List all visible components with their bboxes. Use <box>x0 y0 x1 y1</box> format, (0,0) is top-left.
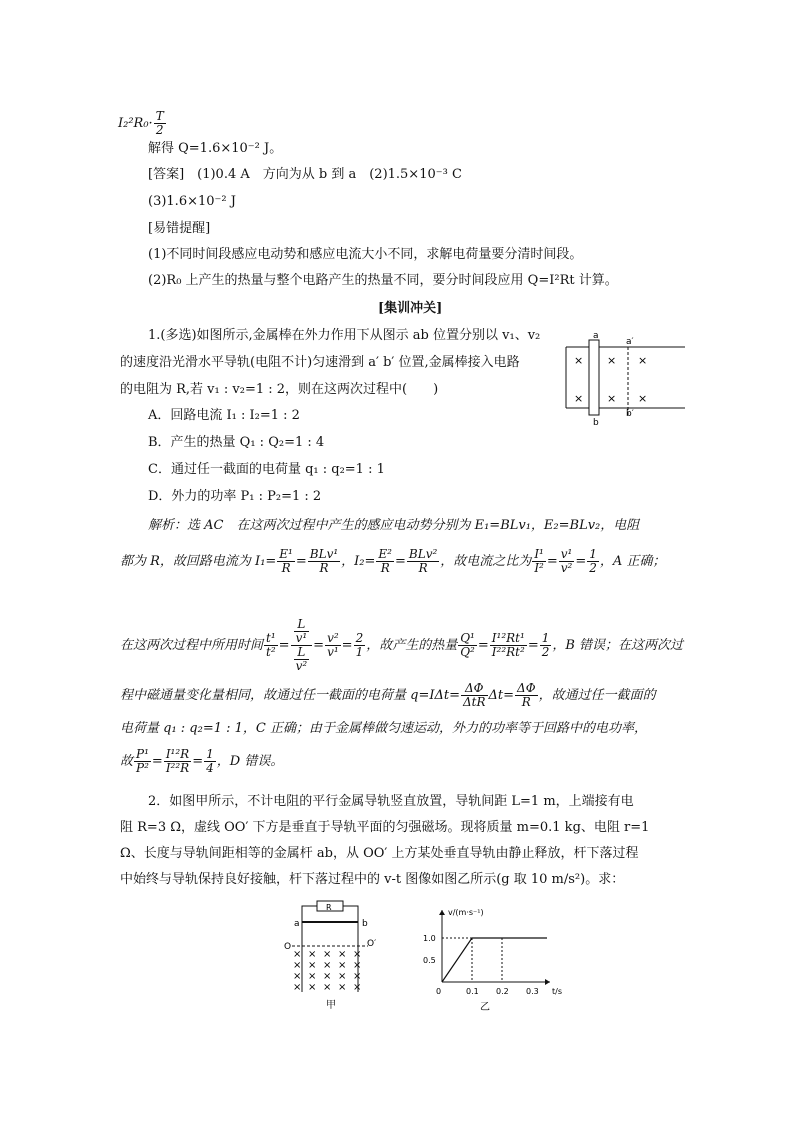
field-cross: × <box>338 982 347 993</box>
q1-option-b: B．产生的热量 Q₁ : Q₂=1 : 4 <box>148 435 325 450</box>
sol1-line-1: 解析：选 AC 在这两次过程中产生的感应电动势分别为 E₁=BLv₁，E₂=BLv₂，电阻 <box>148 518 640 533</box>
field-cross: × <box>353 971 362 982</box>
field-cross: × <box>607 354 617 367</box>
sol1-line-6: 故 $\frac{\text{P¹}}{\text{P²}}$ = $\frac{\text{I¹²R}}{\text{I²²R}}$ = $\frac{1}{4}$ ，D 错误。 <box>120 747 284 775</box>
q2-line-4: 中始终与导轨保持良好接触，杆下落过程中的 v-t 图像如图乙所示(g 取 10 m/s²)。求： <box>120 872 625 887</box>
field-crosses <box>293 949 361 993</box>
series-line <box>442 938 547 982</box>
field-cross: × <box>293 949 302 960</box>
label-O: O <box>284 942 292 952</box>
q1-option-a: A．回路电流 I₁ : I₂=1 : 2 <box>148 408 300 423</box>
x-tick-label: 0.1 <box>466 987 479 996</box>
label-a: a <box>294 919 300 929</box>
field-cross: × <box>607 392 617 405</box>
top-formula <box>118 110 167 137</box>
field-cross: × <box>293 960 302 971</box>
x-axis-label: t/s <box>552 987 562 996</box>
q1-option-d: D．外力的功率 P₁ : P₂=1 : 2 <box>148 489 322 504</box>
x-tick-label: 0.3 <box>526 987 539 996</box>
section-title: [集训冲关] <box>378 301 443 316</box>
sol1-line-5: 电荷量 q₁ : q₂=1 : 1，C 正确；由于金属棒做匀速运动，外力的功率等于回路中的电功率， <box>120 721 648 736</box>
field-cross: × <box>353 960 362 971</box>
label-b: b <box>593 418 599 428</box>
field-cross: × <box>308 982 317 993</box>
solve-line: 解得 Q=1.6×10⁻² J。 <box>148 141 283 156</box>
q1-line-1: 1.(多选)如图所示,金属棒在外力作用下从图示 ab 位置分别以 v₁、v₂ <box>148 328 541 343</box>
q1-line-3: 的电阻为 R,若 v₁ : v₂=1 : 2，则在这两次过程中( ) <box>120 382 439 397</box>
field-cross: × <box>338 971 347 982</box>
field-cross: × <box>308 960 317 971</box>
field-cross: × <box>323 971 332 982</box>
field-cross: × <box>353 949 362 960</box>
label-a-prime: a′ <box>626 337 634 347</box>
formula-lhs: I₂²R₀· <box>118 116 153 131</box>
field-cross: × <box>353 982 362 993</box>
field-cross: × <box>323 949 332 960</box>
x-tick-label: 0 <box>436 987 442 996</box>
fig-jia <box>280 896 380 1014</box>
field-cross: × <box>638 354 648 367</box>
field-cross: × <box>638 392 648 405</box>
x-tick-label: 0.2 <box>496 987 509 996</box>
field-cross: × <box>574 392 584 405</box>
field-cross: × <box>338 960 347 971</box>
field-cross: × <box>574 354 584 367</box>
sol1-line-2: 都为 R，故回路电流为 I₁= $\frac{\text{E¹}}{R}$ = $\frac{\text{BLv¹}}{R}$ ，I₂= $\frac{\text{E²}}{R}$ = $\frac{\text{BLv²}}{R}$ ，故电流之比为 $\frac{\text{I¹}}{\text{I²}}$ = $\frac{\text{v¹}}{\text{v²}}$ = $\frac{1}{2}$ ，A 正确； <box>120 547 666 575</box>
label-b-prime: b′ <box>626 409 634 419</box>
y-axis-arrow <box>439 910 445 915</box>
metal-rod <box>589 340 599 415</box>
fig-yi-vt-chart <box>420 904 570 1014</box>
field-cross: × <box>308 971 317 982</box>
field-cross: × <box>308 949 317 960</box>
caption-yi: 乙 <box>480 1002 490 1013</box>
field-cross: × <box>293 982 302 993</box>
q2-line-1: 2．如图甲所示，不计电阻的平行金属导轨竖直放置，导轨间距 L=1 m，上端接有电 <box>148 794 634 809</box>
caption-jia: 甲 <box>326 1000 336 1011</box>
label-O-prime: O′ <box>367 939 377 949</box>
label-R: R <box>326 903 332 912</box>
q1-line-2: 的速度沿光滑水平导轨(电阻不计)匀速滑到 a′ b′ 位置,金属棒接入电路 <box>120 355 520 370</box>
sol1-line-4: 程中磁通量变化量相同，故通过任一截面的电荷量 q=IΔt= $\frac{\Delta\Phi}{\text{ΔtR}}$ Δt= $\frac{\Delta\Phi}{R}$ ，故通过任一截面的 <box>120 681 656 709</box>
y-tick-label: 1.0 <box>423 934 436 943</box>
fraction: $\frac{T}{2}$ <box>155 109 164 137</box>
field-cross: × <box>323 960 332 971</box>
tip-1: (1)不同时间段感应电动势和感应电流大小不同，求解电荷量要分清时间段。 <box>148 247 583 262</box>
label-a: a <box>593 331 599 341</box>
q1-figure <box>560 330 690 430</box>
field-cross: × <box>323 982 332 993</box>
q1-option-c: C．通过任一截面的电荷量 q₁ : q₂=1 : 1 <box>148 462 385 477</box>
label-b: b <box>362 919 368 929</box>
y-axis-label: v/(m·s⁻¹) <box>448 908 484 917</box>
tip-2: (2)R₀ 上产生的热量与整个电路产生的热量不同，要分时间段应用 Q=I²Rt 计算。 <box>148 273 618 288</box>
q2-line-2: 阻 R=3 Ω，虚线 OO′ 下方是垂直于导轨平面的匀强磁场。现将质量 m=0.1 kg、电阻 r=1 <box>120 820 650 835</box>
q2-line-3: Ω、长度与导轨间距相等的金属杆 ab，从 OO′ 上方某处垂直导轨由静止释放，杆下落过程 <box>120 846 639 861</box>
field-cross: × <box>338 949 347 960</box>
field-cross: × <box>293 971 302 982</box>
sol1-line-3: 在这两次过程中所用时间 $\frac{\text{t¹}}{\text{t²}}$ = $\frac{\frac{L}{\text{v¹}}}{\frac{L}{\text{v²}}}$ = $\frac{\text{v²}}{\text{v¹}}$ = $\frac{2}{1}$ ，故产生的热量 $\frac{\text{Q¹}}{\text{Q²}}$ = $\frac{\text{I¹²Rt¹}}{\text{I²²Rt²}}$ = $\frac{1}{2}$ ，B 错误；在这两次过 <box>120 617 684 673</box>
answer-line-2: (3)1.6×10⁻² J <box>148 194 236 209</box>
answer-line-1: [答案] (1)0.4 A 方向为从 b 到 a (2)1.5×10⁻³ C <box>148 167 462 182</box>
tips-title: [易错提醒] <box>148 221 211 236</box>
y-tick-label: 0.5 <box>423 956 436 965</box>
x-axis-arrow <box>545 979 550 985</box>
